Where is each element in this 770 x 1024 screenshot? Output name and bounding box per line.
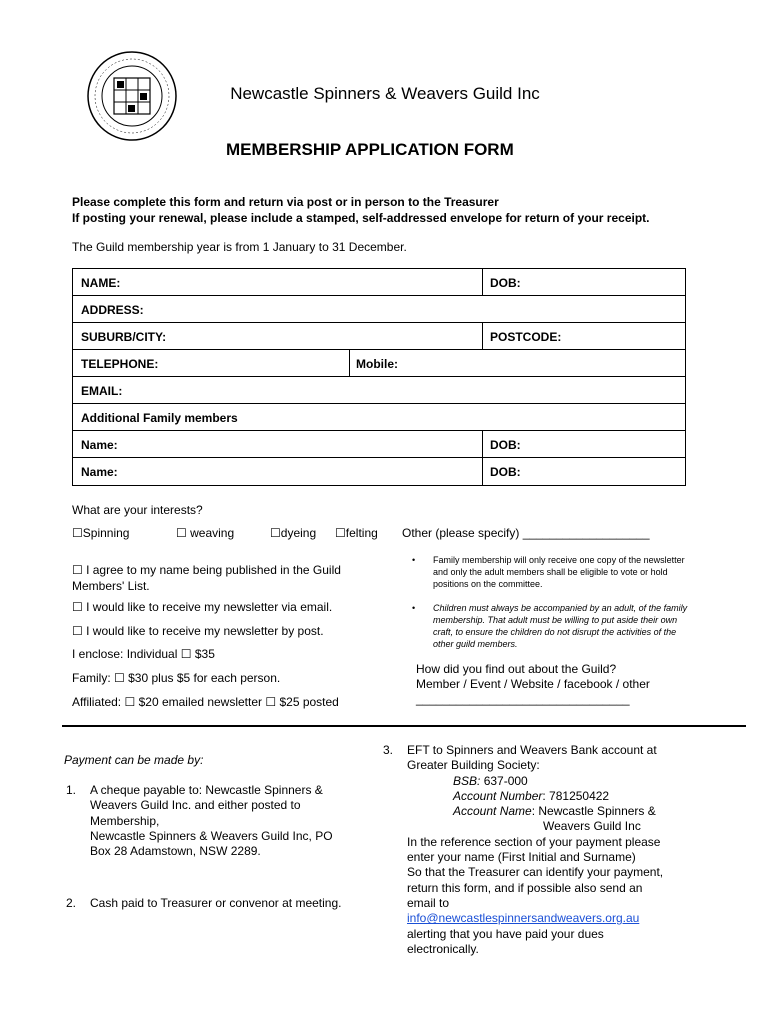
- payment-heading: Payment can be made by:: [64, 753, 204, 767]
- telephone-row[interactable]: [73, 350, 685, 377]
- publish-name-option[interactable]: ☐ I agree to my name being published in the Guild Members' List.: [72, 563, 341, 593]
- email-row[interactable]: [73, 377, 685, 404]
- payment-item-number: 2.: [66, 896, 77, 910]
- name-row[interactable]: [73, 269, 685, 296]
- suburb-label: SUBURB/CITY:: [81, 330, 167, 344]
- payment-cheque-text: A cheque payable to: Newcastle Spinners & Weavers Guild Inc. and either posted to Membership, Newcastle Spinners & Weavers Guild Inc, PO Box 28 Adamstown, NSW 2289.: [90, 783, 333, 859]
- family-member-row[interactable]: [73, 431, 685, 458]
- payment-item-number: 3.: [383, 743, 394, 757]
- suburb-row[interactable]: [73, 323, 685, 350]
- member-details-table: [72, 268, 686, 486]
- checkbox-icon[interactable]: ☐: [180, 647, 192, 661]
- name-label: NAME:: [81, 276, 121, 290]
- find-out-line[interactable]: ________________________________: [416, 692, 630, 706]
- payment-item-number: 1.: [66, 783, 77, 797]
- email-label: EMAIL:: [81, 384, 123, 398]
- checkbox-icon[interactable]: ☐: [176, 526, 187, 540]
- checkbox-icon[interactable]: ☐: [124, 695, 136, 709]
- bullet-icon: •: [412, 603, 416, 613]
- family-dob-label: DOB:: [490, 465, 521, 479]
- interest-felting[interactable]: ☐felting: [335, 526, 378, 540]
- family-membership-note: Family membership will only receive one copy of the newsletter and only the adult members shall be eligible to vote or hold positions on the committee.: [433, 555, 685, 589]
- address-label: ADDRESS:: [81, 303, 144, 317]
- interest-weaving[interactable]: ☐ weaving: [176, 526, 235, 540]
- checkbox-icon[interactable]: ☐: [335, 526, 346, 540]
- family-name-label: Name:: [81, 438, 118, 452]
- interest-spinning[interactable]: ☐Spinning: [72, 526, 130, 540]
- form-title: MEMBERSHIP APPLICATION FORM: [226, 140, 514, 159]
- org-name: Newcastle Spinners & Weavers Guild Inc: [230, 84, 540, 103]
- address-row[interactable]: [73, 296, 685, 323]
- interest-other[interactable]: Other (please specify) ___________________: [402, 526, 650, 540]
- family-dob-label: DOB:: [490, 438, 521, 452]
- family-member-row[interactable]: [73, 458, 685, 485]
- dob-label: DOB:: [490, 276, 521, 290]
- checkbox-icon[interactable]: ☐: [72, 600, 83, 614]
- checkbox-icon[interactable]: ☐: [72, 624, 83, 638]
- payment-cash-text: Cash paid to Treasurer or convenor at meeting.: [90, 896, 342, 910]
- checkbox-icon[interactable]: ☐: [265, 695, 277, 709]
- family-heading: Additional Family members: [81, 411, 238, 425]
- instruction-line-1: Please complete this form and return via post or in person to the Treasurer: [72, 195, 499, 209]
- family-fee-option[interactable]: Family: ☐ $30 plus $5 for each person.: [72, 671, 281, 685]
- checkbox-icon[interactable]: ☐: [72, 526, 83, 540]
- find-out-options[interactable]: Member / Event / Website / facebook / other: [416, 677, 650, 691]
- interest-dyeing[interactable]: ☐dyeing: [270, 526, 317, 540]
- postcode-label: POSTCODE:: [490, 330, 562, 344]
- section-divider: [62, 725, 746, 727]
- family-heading-row: [73, 404, 685, 431]
- payment-eft-text: EFT to Spinners and Weavers Bank account at Greater Building Society: BSB: 637-000 Account Number: 781250422 Account Name: Newcastle Spinners & Weavers Guild Inc In the reference section of your payment please enter your name (First Initial and Surname) So that the Treasurer can identify your payment, return this form, and if possible also send an email to info@newcastlespinnersandweavers.org.au alerting that you have paid your dues electronically.: [407, 743, 664, 956]
- checkbox-icon[interactable]: ☐: [270, 526, 281, 540]
- bullet-icon: •: [412, 555, 416, 565]
- instruction-line-2: If posting your renewal, please include a stamped, self-addressed envelope for return of your receipt.: [72, 211, 650, 225]
- telephone-label: TELEPHONE:: [81, 357, 159, 371]
- family-name-label: Name:: [81, 465, 118, 479]
- interests-question: What are your interests?: [72, 503, 203, 517]
- mobile-label: Mobile:: [356, 357, 398, 371]
- children-note: Children must always be accompanied by an adult, of the family membership. That adult must be willing to put aside their own craft, to ensure the children do not disrupt the activities of the other guild members.: [433, 603, 688, 649]
- individual-fee-option[interactable]: I enclose: Individual ☐ $35: [72, 647, 215, 661]
- affiliated-fee-option[interactable]: Affiliated: ☐ $20 emailed newsletter ☐ $25 posted: [72, 695, 339, 709]
- find-out-question: How did you find out about the Guild?: [416, 662, 617, 676]
- treasurer-email-link[interactable]: info@newcastlespinnersandweavers.org.au: [407, 911, 640, 926]
- membership-year-note: The Guild membership year is from 1 January to 31 December.: [72, 240, 407, 254]
- newsletter-email-option[interactable]: ☐ I would like to receive my newsletter via email.: [72, 600, 333, 614]
- checkbox-icon[interactable]: ☐: [114, 671, 125, 685]
- newsletter-post-option[interactable]: ☐ I would like to receive my newsletter by post.: [72, 624, 324, 638]
- checkbox-icon[interactable]: ☐: [72, 563, 87, 577]
